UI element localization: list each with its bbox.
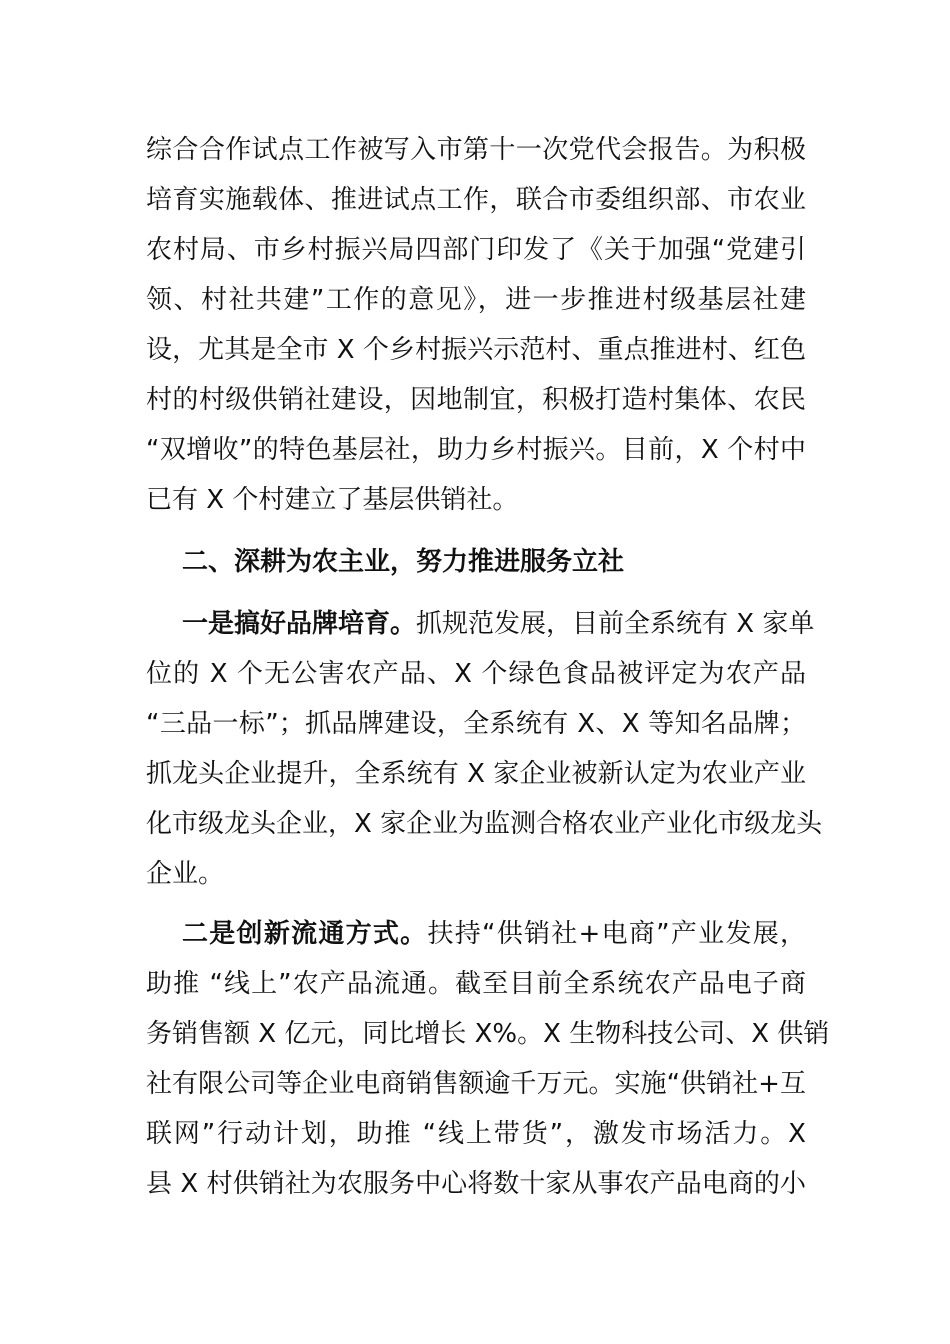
paragraph-first-line (182, 606, 815, 642)
text-line: 培育实施载体、推进试点工作，联合市委组织部、市农业 (146, 185, 806, 215)
paragraph-text: 抓规范发展，目前全系统有 X 家单 (416, 609, 815, 639)
text-line: 农村局、市乡村振兴局四部门印发了《关于加强“党建引 (146, 235, 806, 265)
text-line: 综合合作试点工作被写入市第十一次党代会报告。为积极 (146, 135, 806, 165)
text-line: “三品一标”；抓品牌建设，全系统有 X、X 等知名品牌； (146, 709, 806, 739)
text-line: 县 X 村供销社为农服务中心将数十家从事农产品电商的小 (146, 1169, 806, 1199)
paragraph-lead: 二是创新流通方式。 (182, 919, 428, 949)
text-line: 领、村社共建”工作的意见》，进一步推进村级基层社建 (146, 285, 806, 315)
text-line: 社有限公司等企业电商销售额逾千万元。实施“供销社+互 (146, 1069, 806, 1099)
text-line: 已有 X 个村建立了基层供销社。 (146, 485, 519, 515)
text-line: 位的 X 个无公害农产品、X 个绿色食品被评定为农产品 (146, 659, 806, 689)
text-line: “双增收”的特色基层社，助力乡村振兴。目前，X 个村中 (146, 435, 806, 465)
section-heading: 二、深耕为农主业，努力推进服务立社 (182, 547, 625, 577)
text-line: 抓龙头企业提升，全系统有 X 家企业被新认定为农业产业 (146, 759, 806, 789)
text-line: 化市级龙头企业，X 家企业为监测合格农业产业化市级龙头 (146, 809, 823, 839)
text-line: 务销售额 X 亿元，同比增长 X%。X 生物科技公司、X 供销 (146, 1019, 830, 1049)
paragraph-text: 扶持“供销社+电商”产业发展， (427, 919, 806, 949)
text-line: 村的村级供销社建设，因地制宜，积极打造村集体、农民 (146, 385, 806, 415)
paragraph-lead: 一是搞好品牌培育。 (182, 609, 417, 639)
text-line: 助推 “线上”农产品流通。截至目前全系统农产品电子商 (146, 969, 806, 999)
text-line: 企业。 (146, 859, 225, 889)
text-line: 设，尤其是全市 X 个乡村振兴示范村、重点推进村、红色 (146, 335, 806, 365)
paragraph-first-line (182, 916, 806, 952)
text-line: 联网”行动计划，助推 “线上带货”，激发市场活力。X (146, 1119, 806, 1149)
